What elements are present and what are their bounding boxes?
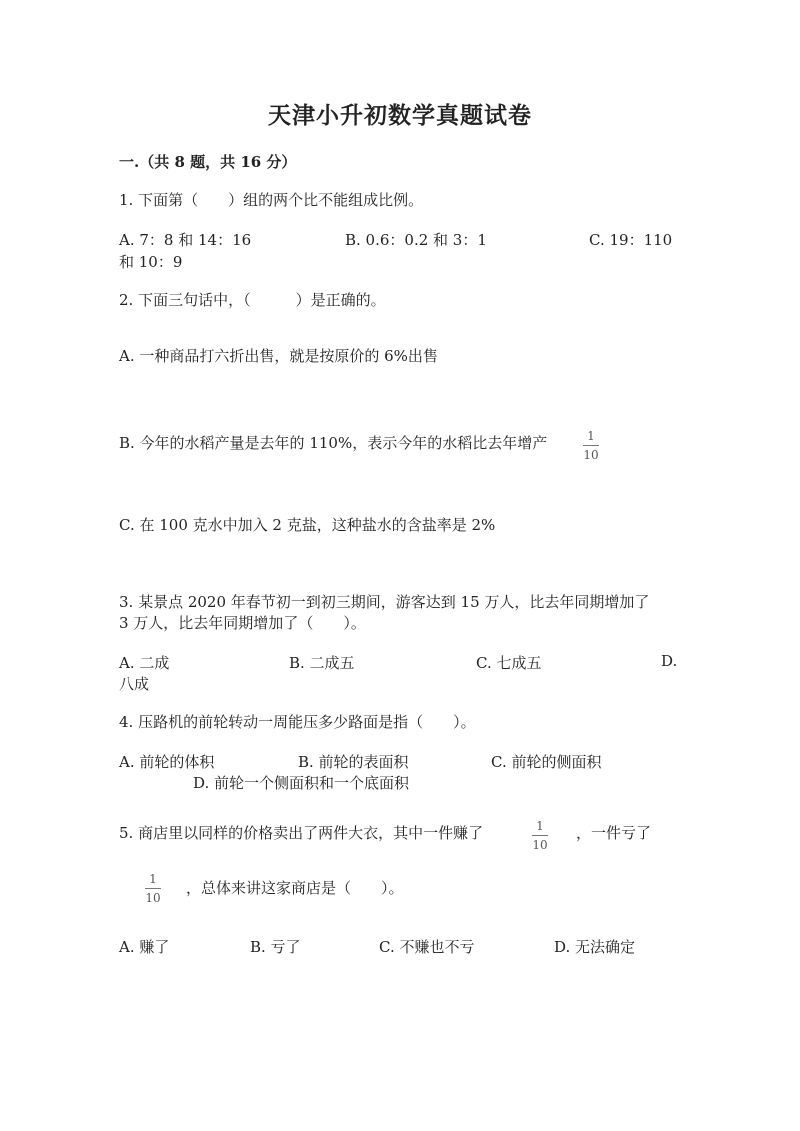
q1-option-b: B. 0.6：0.2 和 3：1	[345, 231, 487, 249]
q5-stem-part1: 5. 商店里以同样的价格卖出了两件大衣，其中一件赚了	[119, 824, 484, 842]
fraction-numerator: 1	[587, 429, 595, 443]
fraction-numerator: 1	[536, 819, 544, 833]
q5-option-d: D. 无法确定	[554, 938, 636, 956]
q1-stem: 1. 下面第（ ）组的两个比不能组成比例。	[119, 191, 424, 209]
q5-fraction-loss	[145, 873, 161, 904]
q4-option-c: C. 前轮的侧面积	[491, 753, 602, 771]
q5-option-c: C. 不赚也不亏	[379, 938, 475, 956]
fraction-numerator: 1	[149, 872, 157, 886]
q2-option-a: A. 一种商品打六折出售，就是按原价的 6%出售	[119, 347, 438, 365]
q3-option-d: D.	[661, 652, 678, 670]
q5-stem-part2: ，一件亏了	[576, 824, 652, 842]
section-heading: 一.（共 8 题，共 16 分）	[119, 153, 297, 171]
q3-stem-line2: 3 万人，比去年同期增加了（ ）。	[119, 614, 366, 632]
q4-option-d: D. 前轮一个侧面积和一个底面积	[193, 774, 410, 792]
q4-stem: 4. 压路机的前轮转动一周能压多少路面是指（ ）。	[119, 713, 476, 731]
q3-stem-line1: 3. 某景点 2020 年春节初一到初三期间，游客达到 15 万人，比去年同期增加了	[119, 593, 650, 611]
q2-option-b-fraction	[583, 430, 599, 461]
q4-option-a: A. 前轮的体积	[119, 753, 215, 771]
fraction-denominator: 10	[145, 891, 161, 905]
q1-option-a: A. 7：8 和 14：16	[119, 231, 252, 249]
q3-option-a: A. 二成	[119, 654, 170, 672]
q1-option-c: C. 19：110	[589, 231, 673, 249]
q2-option-c: C. 在 100 克水中加入 2 克盐，这种盐水的含盐率是 2%	[119, 516, 496, 534]
page-title: 天津小升初数学真题试卷	[268, 102, 532, 129]
q2-option-b: B. 今年的水稻产量是去年的 110%，表示今年的水稻比去年增产	[119, 434, 548, 452]
q5-option-a: A. 赚了	[119, 938, 170, 956]
q5-fraction-gain	[532, 820, 548, 851]
fraction-denominator: 10	[532, 838, 548, 852]
q4-option-b: B. 前轮的表面积	[298, 753, 409, 771]
q3-option-b: B. 二成五	[289, 654, 355, 672]
q5-stem-part3: ，总体来讲这家商店是（ ）。	[186, 879, 404, 897]
q2-stem: 2. 下面三句话中，（ ）是正确的。	[119, 291, 386, 309]
q5-option-b: B. 亏了	[250, 938, 301, 956]
q3-option-c: C. 七成五	[476, 654, 542, 672]
fraction-denominator: 10	[583, 448, 599, 462]
q3-option-d-continued: 八成	[119, 675, 150, 693]
q1-option-c-continued: 和 10：9	[119, 253, 183, 271]
